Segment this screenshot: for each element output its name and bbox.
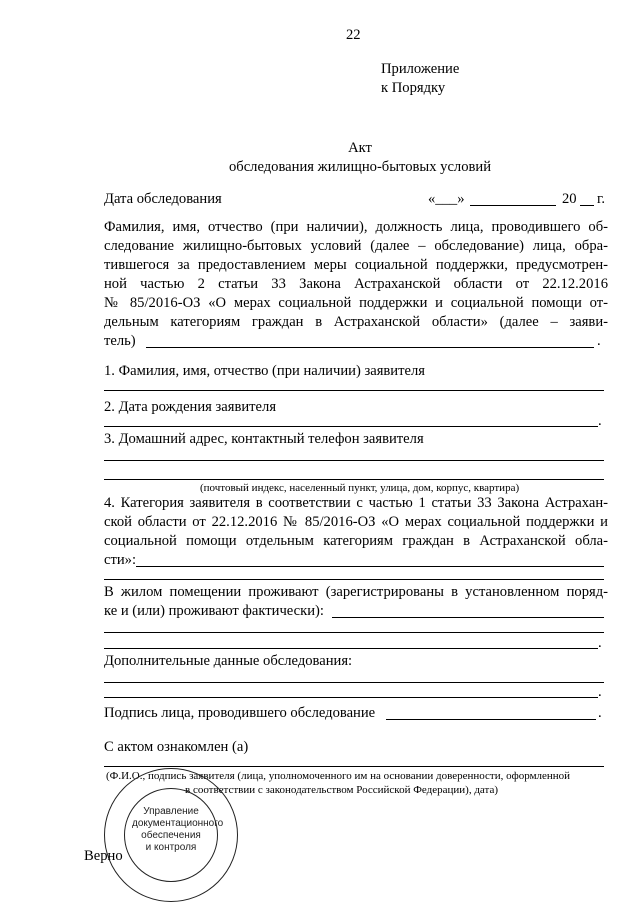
residents-line-1: ке и (или) проживают фактически): bbox=[104, 603, 324, 619]
item-2-fill-line[interactable] bbox=[104, 426, 598, 427]
residents-fill-line-3[interactable] bbox=[104, 648, 598, 649]
intro-fill-line bbox=[146, 347, 594, 348]
fio-hint-line-0: (Ф.И.О., подпись заявителя (лица, уполномоченного им на основании доверенности, оформленной bbox=[106, 770, 571, 782]
item-4-line-0: 4. Категория заявителя в соответствии с частью 1 статьи 33 Закона Астрахан- bbox=[104, 495, 608, 511]
intro-line-4: № 85/2016-ОЗ «О мерах социальной поддержки и социальной помощи от- bbox=[104, 295, 608, 311]
intro-line-0: Фамилия, имя, отчество (при наличии), должность лица, проводившего об- bbox=[104, 219, 608, 235]
survey-date-label: Дата обследования bbox=[104, 191, 222, 207]
item-3-fill-line-2[interactable] bbox=[104, 479, 604, 480]
survey-date-day: «___» bbox=[428, 191, 465, 207]
additional-period: . bbox=[598, 684, 602, 700]
item-3-fill-line-1[interactable] bbox=[104, 460, 604, 461]
survey-date-year: 20 bbox=[562, 191, 577, 207]
act-title: Акт bbox=[348, 140, 372, 156]
item-2-period: . bbox=[598, 413, 602, 429]
residents-fill-line-1[interactable] bbox=[332, 617, 604, 618]
item-1-fill-line[interactable] bbox=[104, 390, 604, 391]
additional-fill-line-1[interactable] bbox=[104, 682, 604, 683]
acquainted-label: С актом ознакомлен (а) bbox=[104, 739, 249, 755]
page-number: 22 bbox=[346, 27, 361, 43]
additional-fill-line-2[interactable] bbox=[104, 697, 598, 698]
stamp-line-2: документационного bbox=[132, 818, 224, 829]
residents-fill-line-2[interactable] bbox=[104, 632, 604, 633]
stamp-line-4: и контроля bbox=[145, 842, 197, 853]
residents-line-0: В жилом помещении проживают (зарегистрированы в установленном поряд- bbox=[104, 584, 608, 600]
survey-date-year-line bbox=[580, 205, 594, 206]
verno-label: Верно bbox=[84, 848, 123, 864]
intro-line-6: тель) bbox=[104, 333, 136, 349]
appendix-line2: к Порядку bbox=[381, 80, 446, 96]
appendix-line1: Приложение bbox=[381, 61, 460, 77]
signature-label: Подпись лица, проводившего обследование bbox=[104, 705, 376, 721]
item-3-label: 3. Домашний адрес, контактный телефон заявителя bbox=[104, 431, 424, 447]
residents-period: . bbox=[598, 635, 602, 651]
intro-line-2: тившегося за предоставлением меры социальной поддержки, предусмотрен- bbox=[104, 257, 608, 273]
intro-line-1: следование жилищно-бытовых условий (далее – обследование) лица, обра- bbox=[104, 238, 608, 254]
item-4-line-3: сти»: bbox=[104, 552, 137, 568]
stamp-line-3: обеспечения bbox=[141, 830, 201, 841]
signature-period: . bbox=[598, 705, 602, 721]
act-subtitle: обследования жилищно-бытовых условий bbox=[228, 159, 492, 175]
stamp-line-1: Управление bbox=[143, 806, 199, 817]
additional-label: Дополнительные данные обследования: bbox=[104, 653, 353, 669]
item-4-fill-line-2[interactable] bbox=[104, 579, 604, 580]
address-hint: (почтовый индекс, населенный пункт, улица, дом, корпус, квартира) bbox=[200, 482, 520, 494]
fio-hint-line-1: в соответствии с законодательством Российской Федерации), дата) bbox=[185, 784, 499, 796]
item-4-fill-line-1[interactable] bbox=[136, 566, 604, 567]
item-4-line-1: ской области от 22.12.2016 № 85/2016-ОЗ «О мерах социальной поддержки и bbox=[104, 514, 608, 530]
intro-line-5: дельным категориям граждан в Астраханской области» (далее – заяви- bbox=[104, 314, 608, 330]
acquainted-fill-line[interactable] bbox=[104, 766, 604, 767]
intro-period: . bbox=[597, 333, 601, 349]
item-2-label: 2. Дата рождения заявителя bbox=[104, 399, 277, 415]
item-4-line-2: социальной помощи отдельным категориям граждан в Астраханской обла- bbox=[104, 533, 608, 549]
survey-date-month-line bbox=[470, 205, 556, 206]
intro-line-3: ной частью 2 статьи 33 Закона Астраханской области от 22.12.2016 bbox=[104, 276, 608, 292]
signature-fill-line[interactable] bbox=[386, 719, 596, 720]
item-1-label: 1. Фамилия, имя, отчество (при наличии) заявителя bbox=[104, 363, 425, 379]
official-stamp-text bbox=[132, 806, 224, 854]
survey-date-suffix: г. bbox=[597, 191, 605, 207]
